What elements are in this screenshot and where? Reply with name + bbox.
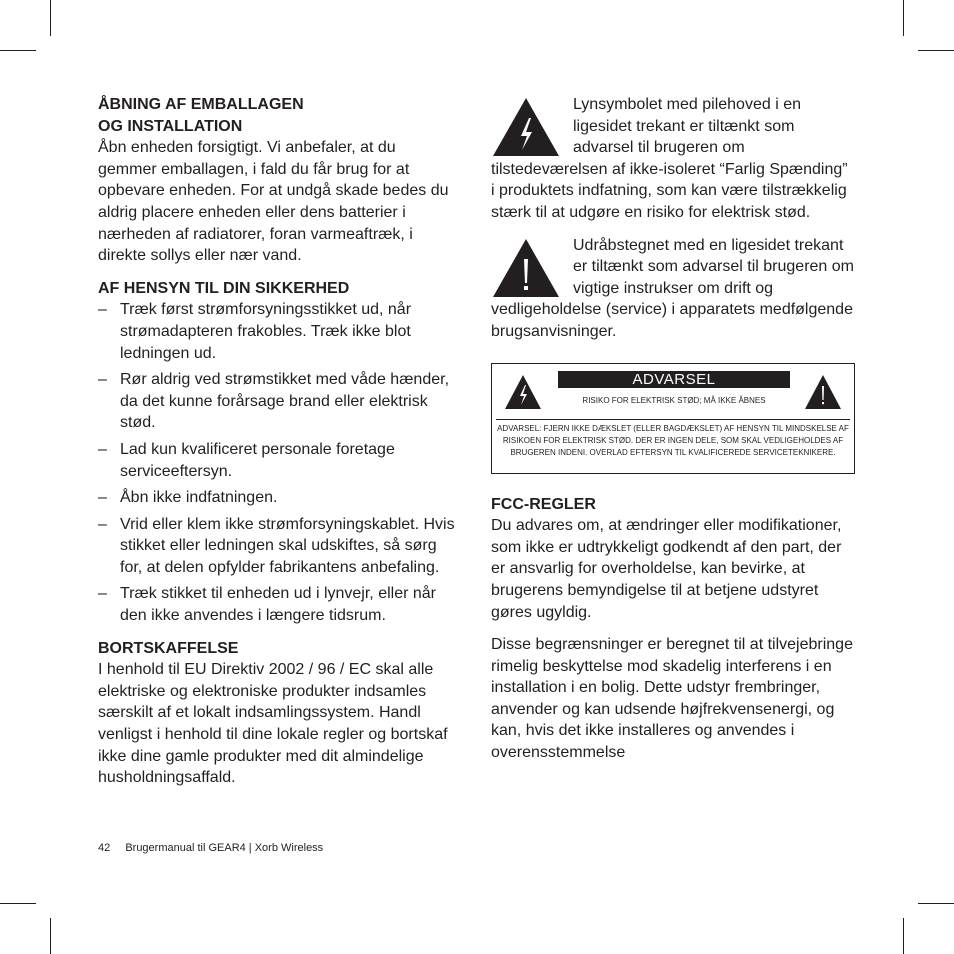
footer-text: Brugermanual til GEAR4 | Xorb Wireless (125, 842, 324, 854)
right-column (491, 94, 855, 764)
page-footer (98, 842, 323, 854)
crop-mark (50, 0, 51, 36)
crop-mark (903, 0, 904, 36)
crop-mark (918, 50, 954, 51)
list-item: – Vrid eller klem ikke strømforsyningskablet. Hvis stikket eller ledningen skal udskiftes, så sørg for, at delen opfylder fabrikantens anbefaling. (98, 514, 456, 579)
fcc-body-2: Disse begrænsninger er beregnet til at tilvejebringe rimelig beskyttelse mod skadelig interferens i en installation i en bolig. Dette udstyr frembringer, anvender og kan udsende højfrekvensenergi, og kan, hvis det ikke installeres og anvendes i overensstemmelse (491, 636, 853, 762)
warning-subtitle: RISIKO FOR ELEKTRISK STØD; MÅ IKKE ÅBNES (582, 395, 766, 405)
exclamation-symbol-note (491, 235, 855, 343)
crop-mark (0, 903, 36, 904)
crop-mark (918, 903, 954, 904)
lightning-text: Lynsymbolet med pilehoved i en ligesidet trekant er tiltænkt som advarsel til brugeren om tilstedeværelsen af ikke-isoleret “Farlig Spænding” i produktets indfatning, som kan være tilstrækkelig stærk til at udgøre en risiko for elektrisk stød. (491, 96, 848, 221)
list-item: – Åbn ikke indfatningen. (98, 487, 456, 509)
unpacking-heading-line2: OG INSTALLATION (98, 117, 243, 135)
warning-body: ADVARSEL: FJERN IKKE DÆKSLET (ELLER BAGDÆKSLET) AF HENSYN TIL MINDSKELSE AF RISIKOEN FOR ELEKTRISK STØD. DER ER INGEN DELE, SOM SKAL VEDLIGEHOLDES AF BRUGEREN INDENI. OVERLAD EFTERSYN TIL KVALIFICEREDE SERVICETEKNIKERE. (497, 423, 849, 457)
lightning-triangle-icon (491, 96, 561, 158)
safety-list (98, 299, 456, 626)
disposal-heading: BORTSKAFFELSE (98, 639, 239, 657)
exclamation-text: Udråbstegnet med en ligesidet trekant er tiltænkt som advarsel til brugeren om vigtige instrukser om drift og vedligeholdelse (service) i apparatets medfølgende brugsanvisninger. (491, 236, 854, 340)
crop-mark (903, 918, 904, 954)
safety-section (98, 278, 456, 627)
lightning-symbol-note (491, 94, 855, 224)
crop-mark (0, 50, 36, 51)
crop-mark (50, 918, 51, 954)
safety-heading: AF HENSYN TIL DIN SIKKERHED (98, 279, 350, 297)
fcc-section (491, 494, 855, 764)
page-number: 42 (98, 842, 111, 854)
warning-label-box (491, 363, 855, 474)
warning-title: ADVARSEL (558, 371, 790, 388)
fcc-heading: FCC-REGLER (491, 495, 596, 513)
list-item: – Lad kun kvalificeret personale foretage serviceeftersyn. (98, 439, 456, 482)
unpacking-heading-line1: ÅBNING AF EMBALLAGEN (98, 96, 304, 113)
disposal-section (98, 638, 456, 789)
list-item: – Rør aldrig ved strømstikket med våde hænder, da det kunne forårsage brand eller elektrisk stød. (98, 369, 456, 434)
warning-divider (496, 419, 850, 420)
unpacking-heading (98, 94, 456, 137)
list-item: – Træk stikket til enheden ud i lynvejr, eller når den ikke anvendes i længere tidsrum. (98, 583, 456, 626)
exclamation-triangle-icon (804, 374, 842, 410)
exclamation-triangle-icon (491, 237, 561, 299)
unpacking-section (98, 94, 456, 267)
disposal-body: I henhold til EU Direktiv 2002 / 96 / EC skal alle elektriske og elektroniske produkter indsamles særskilt af et lokalt indsamlingssystem. Handl venligst i henhold til dine lokale regler og bortskaf ikke dine gamle produkter med dit almindelige husholdningsaffald. (98, 661, 448, 787)
fcc-body-1: Du advares om, at ændringer eller modifikationer, som ikke er udtrykkeligt godkendt af den part, der er ansvarlig for overholdelse, kan bevirke, at brugerens bemyndigelse til at betjene udstyret gøres ugyldig. (491, 517, 842, 621)
list-item: – Træk først strømforsyningsstikket ud, når strømadapteren frakobles. Træk ikke blot ledningen ud. (98, 299, 456, 364)
left-column (98, 94, 456, 800)
lightning-triangle-icon (504, 374, 542, 410)
unpacking-body: Åbn enheden forsigtigt. Vi anbefaler, at du gemmer emballagen, i fald du får brug for at opbevare enheden. For at undgå skade bedes du aldrig placere enheden eller dens batterier i nærheden af radiatorer, foran varmeaftræk, i direkte sollys eller nær vand. (98, 139, 449, 265)
